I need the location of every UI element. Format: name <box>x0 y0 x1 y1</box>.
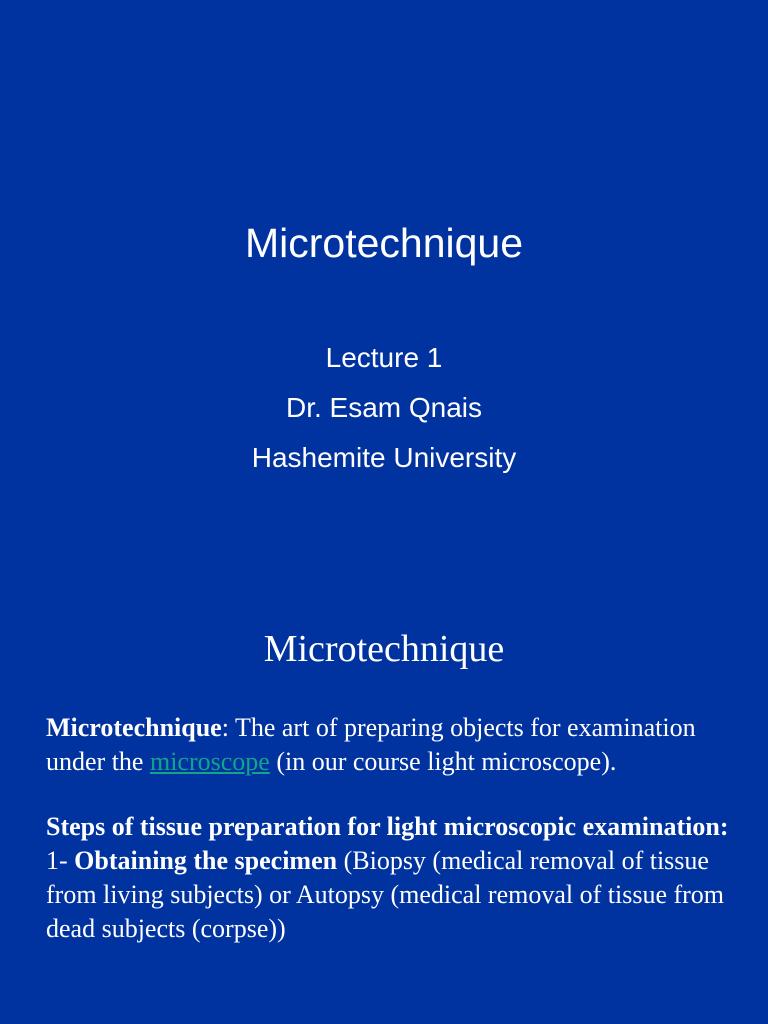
definition-text: : The art of preparing objects for examination under the <box>46 713 696 776</box>
definition-text-end: (in our course light microscope). <box>269 747 617 776</box>
slide-2-body <box>46 711 736 946</box>
slide-1-subtitle <box>0 333 768 483</box>
slide-1-title: Microtechnique <box>244 220 524 266</box>
steps-heading: Steps of tissue preparation for light microscopic examination: <box>46 812 729 841</box>
step-1-number: 1- <box>46 846 75 875</box>
definition-term: Microtechnique <box>46 713 222 742</box>
university-name: Hashemite University <box>251 442 517 473</box>
step-1-text: (Biopsy (medical removal of tissue from living subjects) or Autopsy (medical removal of tissue from dead subjects (corpse)) <box>46 846 725 943</box>
step-1 <box>46 844 736 946</box>
definition-paragraph <box>46 711 736 779</box>
slide-2-title: Microtechnique <box>263 628 505 670</box>
slide-2 <box>0 576 768 1024</box>
microscope-link[interactable]: microscope <box>149 747 270 776</box>
lecturer-name: Dr. Esam Qnais <box>285 392 483 423</box>
lecture-number: Lecture 1 <box>325 342 443 373</box>
step-1-term: Obtaining the specimen <box>74 846 338 875</box>
